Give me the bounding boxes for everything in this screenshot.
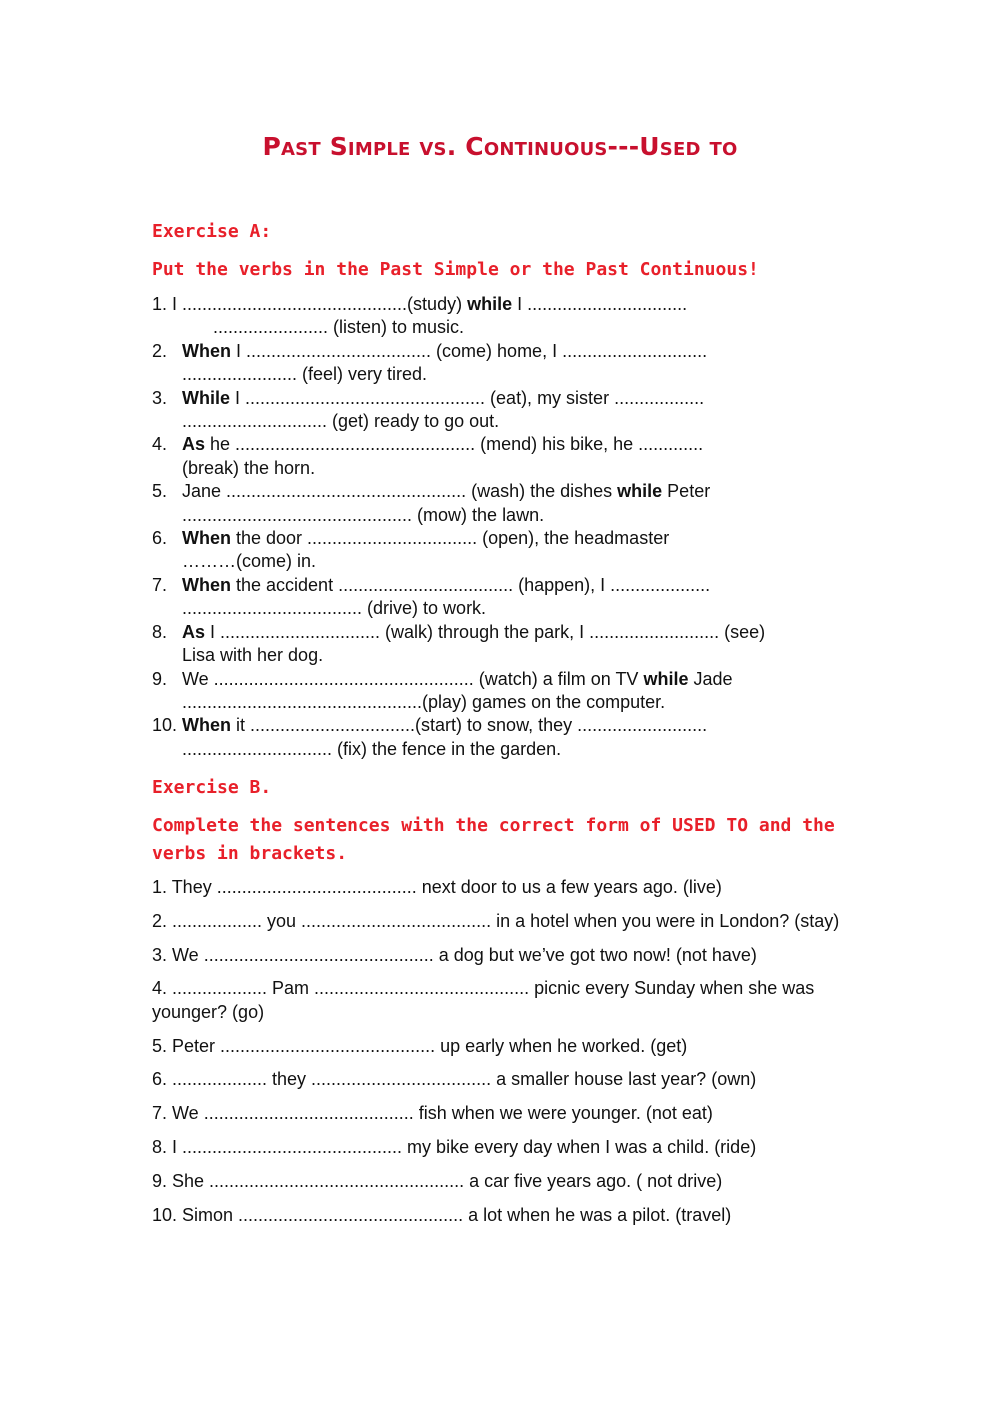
exercise-b-instruction: Complete the sentences with the correct form of USED TO and the verbs in brackets. <box>152 815 835 864</box>
exercise-b-item: 6. ................... they .................................... a smaller house last year? (own) <box>152 1069 757 1090</box>
exercise-a-item-4: 4. As he ................................................ (mend) his bike, he ............. (break) the horn. <box>152 434 704 478</box>
exercise-a-item-2: 2. When I ..................................... (come) home, I ............................. ....................... (feel) very tired. <box>152 340 708 385</box>
exercise-a-item-9: 9. We .................................................... (watch) a film on TV while Jade ................................................(play) games on the computer. <box>152 668 733 712</box>
exercise-a-item-3: 3. While I ................................................ (eat), my sister .................. ............................. (get) ready to go out. <box>152 387 705 432</box>
exercise-a-item-7: 7. When the accident ................................... (happen), I .................... .................................... (drive) to work. <box>152 574 711 619</box>
exercise-b-item: 1. They ........................................ next door to us a few years ago. (live) <box>152 877 722 897</box>
exercise-a-item-5: 5. Jane ................................................ (wash) the dishes while Peter .............................................. (mow) the lawn. <box>152 481 711 525</box>
exercise-b-item: 9. She ................................................... a car five years ago. ( not drive) <box>152 1170 723 1191</box>
exercise-b-item: 4. ................... Pam ........................................... picnic every Sunday when she was younger? (go) <box>152 978 815 1022</box>
exercise-a-item-1: 1. I .............................................(study) while I ................................ ....................... (listen) to music. <box>152 294 688 338</box>
exercise-b-item: 8. I ............................................ my bike every day when I was a child. (ride) <box>152 1136 757 1157</box>
exercise-a-item-8: 8. As I ................................ (walk) through the park, I .......................... (see) Lisa with her dog. <box>152 621 766 666</box>
exercise-a-item-10: 10. When it .................................(start) to snow, they .......................... .............................. (fix) the fence in the garden. <box>152 715 708 759</box>
exercise-b-list <box>152 876 852 1237</box>
exercise-b-item: 10. Simon ............................................. a lot when he was a pilot. (travel) <box>152 1204 732 1225</box>
exercise-b-heading: Exercise B. <box>152 777 272 798</box>
exercise-b-item: 3. We .............................................. a dog but we’ve got two now! (not have) <box>152 944 757 965</box>
exercise-b-item: 5. Peter ........................................... up early when he worked. (get) <box>152 1035 688 1056</box>
exercise-a-heading: Exercise A: <box>152 221 272 242</box>
exercise-a-instruction: Put the verbs in the Past Simple or the Past Continuous! <box>152 259 759 280</box>
exercise-b-item: 2. .................. you ...................................... in a hotel when you were in London? (stay) <box>152 910 840 931</box>
page-title: Past Simple vs. Continuous---Used to <box>262 132 738 161</box>
exercise-a-item-6: 6. When the door .................................. (open), the headmaster ………(come) in. <box>152 528 670 572</box>
exercise-b-item: 7. We .......................................... fish when we were younger. (not eat) <box>152 1103 713 1124</box>
exercise-a-list <box>152 293 852 761</box>
